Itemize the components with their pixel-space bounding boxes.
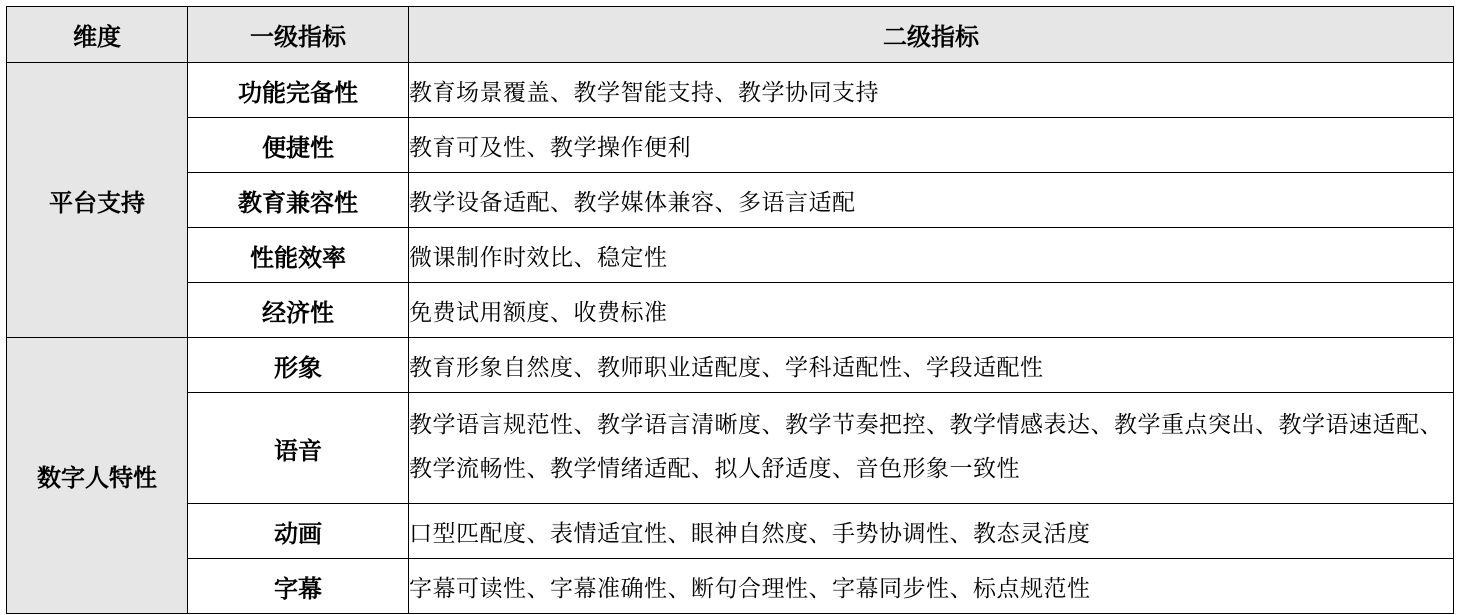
- table-row: [7, 283, 1454, 338]
- table-header-row: [7, 7, 1454, 63]
- table-row: [7, 63, 1454, 118]
- table-row: [7, 338, 1454, 393]
- level2-cell: 教育可及性、教学操作便利: [409, 118, 1454, 173]
- table-row: [7, 559, 1454, 614]
- level1-cell: 性能效率: [188, 228, 409, 283]
- evaluation-indicator-table: [6, 6, 1454, 614]
- dimension-digital-human-traits: 数字人特性: [7, 338, 188, 614]
- dimension-platform-support: 平台支持: [7, 63, 188, 338]
- level2-cell: 教育场景覆盖、教学智能支持、教学协同支持: [409, 63, 1454, 118]
- table-row: [7, 393, 1454, 504]
- level2-cell: 口型匹配度、表情适宜性、眼神自然度、手势协调性、教态灵活度: [409, 504, 1454, 559]
- table-row: [7, 118, 1454, 173]
- level1-cell: 字幕: [188, 559, 409, 614]
- table-row: [7, 173, 1454, 228]
- level1-cell: 形象: [188, 338, 409, 393]
- level1-cell: 语音: [188, 393, 409, 504]
- level1-cell: 动画: [188, 504, 409, 559]
- level2-cell: 免费试用额度、收费标准: [409, 283, 1454, 338]
- level1-cell: 功能完备性: [188, 63, 409, 118]
- level2-cell: 教育形象自然度、教师职业适配度、学科适配性、学段适配性: [409, 338, 1454, 393]
- level2-cell: 教学语言规范性、教学语言清晰度、教学节奏把控、教学情感表达、教学重点突出、教学语速适配、教学流畅性、教学情绪适配、拟人舒适度、音色形象一致性: [409, 393, 1454, 504]
- level1-cell: 教育兼容性: [188, 173, 409, 228]
- level2-cell: 微课制作时效比、稳定性: [409, 228, 1454, 283]
- level2-cell: 字幕可读性、字幕准确性、断句合理性、字幕同步性、标点规范性: [409, 559, 1454, 614]
- header-dimension: 维度: [7, 7, 188, 63]
- level1-cell: 经济性: [188, 283, 409, 338]
- header-level1-indicator: 一级指标: [188, 7, 409, 63]
- table-row: [7, 228, 1454, 283]
- level2-cell: 教学设备适配、教学媒体兼容、多语言适配: [409, 173, 1454, 228]
- level1-cell: 便捷性: [188, 118, 409, 173]
- header-level2-indicator: 二级指标: [409, 7, 1454, 63]
- table-row: [7, 504, 1454, 559]
